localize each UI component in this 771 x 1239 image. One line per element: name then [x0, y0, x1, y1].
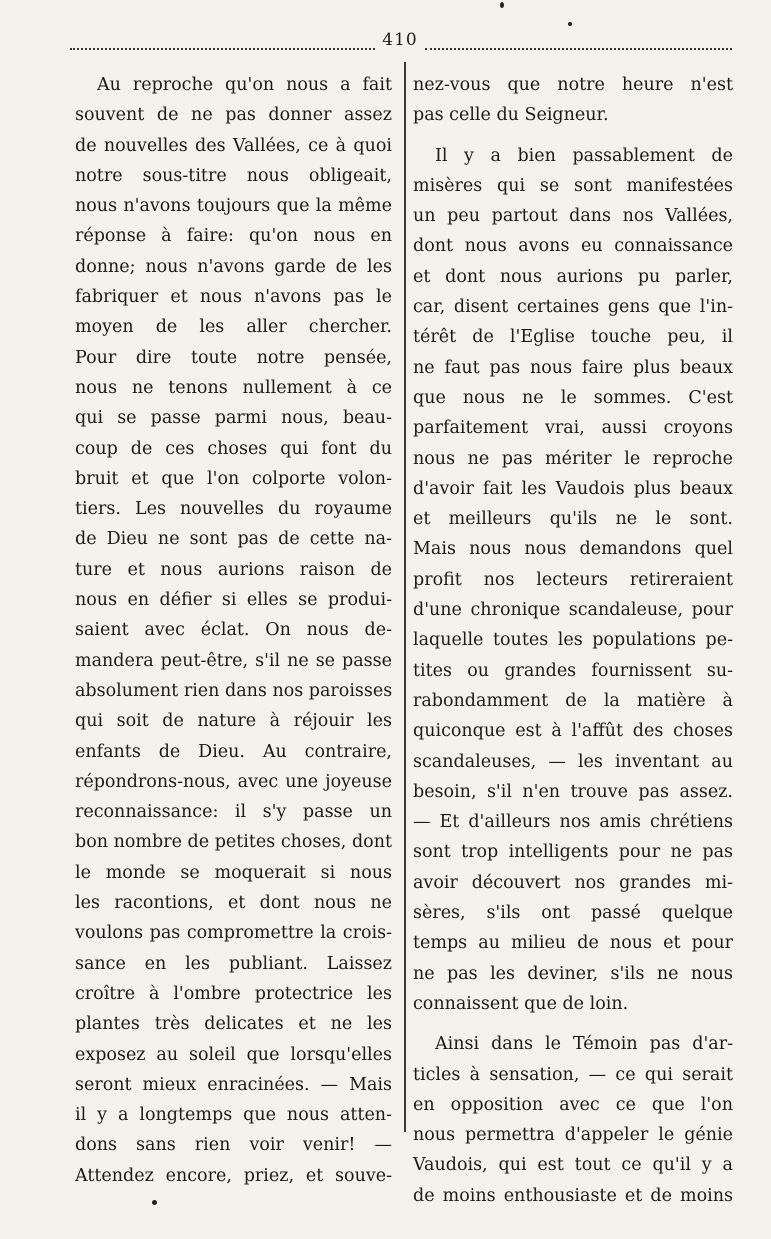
text-line: Il y a bien passablement de: [435, 145, 733, 166]
text-line: et dont nous aurions pu parler,: [413, 266, 733, 287]
text-line: sance en les publiant. Laissez: [75, 953, 392, 974]
text-line: et meilleurs qu'ils ne le sont.: [413, 509, 733, 530]
text-line: ticles à sensation, — ce qui serait: [413, 1064, 733, 1085]
text-line: parfaitement vrai, aussi croyons: [413, 418, 733, 439]
text-line: dons sans rien voir venir! —: [75, 1135, 392, 1156]
text-line: sont trop intelligents pour ne pas: [413, 842, 733, 863]
text-line: ture et nous aurions raison de: [75, 559, 392, 580]
text-line: de Dieu ne sont pas de cette na-: [75, 529, 392, 550]
text-line: mandera peut-être, s'il ne se passe: [75, 650, 392, 671]
text-line: besoin, s'il n'en trouve pas assez.: [413, 781, 733, 802]
text-line: seront mieux enracinées. — Mais: [75, 1074, 392, 1095]
text-line: bruit et que l'on colporte volon-: [75, 468, 392, 489]
page-number: 410: [382, 30, 418, 50]
text-line: nous n'avons toujours que la même: [75, 196, 392, 217]
text-line: qui se passe parmi nous, beau-: [75, 408, 392, 429]
text-line: donne; nous n'avons garde de les: [75, 256, 392, 277]
text-line: temps au milieu de nous et pour: [413, 933, 733, 954]
ink-speck: [500, 2, 504, 8]
text-line: que nous ne le sommes. C'est: [413, 387, 733, 408]
text-line: moyen de les aller chercher.: [75, 317, 392, 338]
text-line: quiconque est à l'affût des choses: [413, 721, 733, 742]
text-line: nez-vous que notre heure n'est: [413, 75, 733, 95]
text-line: reconnaissance: il s'y passe un: [75, 802, 392, 823]
text-line: croître à l'ombre protectrice les: [75, 983, 392, 1004]
paragraph-continuation: [413, 70, 733, 131]
text-line: Pour dire toute notre pensée,: [75, 347, 392, 368]
text-line: térêt de l'Eglise touche peu, il: [413, 327, 733, 348]
text-line: le monde se moquerait si nous: [75, 862, 392, 883]
right-column: [413, 70, 733, 1211]
text-line: de moins enthousiaste et de moins: [413, 1185, 733, 1206]
text-line: ne faut pas nous faire plus beaux: [413, 357, 733, 378]
text-line: rabondamment de la matière à: [413, 690, 733, 711]
page-header: [70, 30, 732, 56]
text-line: fabriquer et nous n'avons pas le: [75, 287, 392, 308]
text-line: Ainsi dans le Témoin pas d'ar-: [435, 1034, 733, 1055]
paragraph-misères: [413, 141, 733, 1020]
text-line: de nouvelles des Vallées, ce à quoi: [75, 135, 392, 156]
text-line: Vaudois, qui est tout ce qu'il y a: [413, 1155, 733, 1176]
text-line: nous ne tenons nullement à ce: [75, 377, 392, 398]
text-line: exposez au soleil que lorsqu'elles: [75, 1044, 392, 1065]
text-line: réponse à faire: qu'on nous en: [75, 226, 392, 247]
text-line: avoir découvert nos grandes mi-: [413, 872, 733, 893]
text-line: tites ou grandes fournissent su-: [413, 660, 733, 681]
text-line: Mais nous nous demandons quel: [413, 539, 733, 560]
text-line: — Et d'ailleurs nos amis chrétiens: [413, 812, 733, 833]
text-line: dont nous avons eu connaissance: [413, 236, 733, 257]
text-line: absolument rien dans nos paroisses: [75, 680, 393, 701]
text-line: répondrons-nous, avec une joyeuse: [75, 771, 392, 792]
text-line: profit nos lecteurs retireraient: [413, 569, 733, 590]
text-line: il y a longtemps que nous atten-: [75, 1105, 392, 1126]
text-line: ne pas les deviner, s'ils ne nous: [413, 963, 733, 984]
text-line: voulons pas compromettre la crois-: [75, 923, 392, 944]
text-line: notre sous-titre nous obligeait,: [75, 165, 392, 186]
text-line: plantes très delicates et ne les: [75, 1014, 392, 1035]
text-line: car, disent certaines gens que l'in-: [413, 297, 733, 318]
text-line: Au reproche qu'on nous a fait: [97, 75, 392, 95]
text-line: souvent de ne pas donner assez: [75, 105, 392, 126]
text-line: d'avoir fait les Vaudois plus beaux: [413, 478, 733, 499]
text-line: pas celle du Seigneur.: [413, 105, 609, 126]
text-line: coup de ces choses qui font du: [75, 438, 392, 459]
text-line: en opposition avec ce que l'on: [413, 1094, 733, 1115]
text-line: scandaleuses, — les inventant au: [413, 751, 733, 772]
column-divider: [404, 62, 406, 1132]
text-line: qui soit de nature à réjouir les: [75, 711, 392, 732]
paragraph-temoin: [413, 1029, 733, 1211]
text-line: nous ne pas mériter le reproche: [413, 448, 733, 469]
left-column: [75, 70, 392, 1191]
text-line: un peu partout dans nos Vallées,: [413, 206, 733, 227]
text-line: nous permettra d'appeler le génie: [413, 1125, 733, 1146]
header-rule-left: [70, 42, 375, 50]
text-line: bon nombre de petites choses, dont: [75, 832, 392, 853]
ink-speck: [568, 22, 572, 26]
header-rule-right: [425, 42, 732, 50]
text-line: les racontions, et dont nous ne: [75, 893, 392, 914]
text-line: saient avec éclat. On nous de-: [75, 620, 392, 641]
text-line: connaissent que de loin.: [413, 993, 629, 1014]
ink-speck: [152, 1200, 157, 1205]
text-line: enfants de Dieu. Au contraire,: [75, 741, 392, 762]
text-line: tiers. Les nouvelles du royaume: [75, 499, 392, 520]
text-line: Attendez encore, priez, et souve-: [75, 1165, 392, 1186]
text-line: misères qui se sont manifestées: [413, 175, 733, 196]
text-line: nous en défier si elles se produi-: [75, 590, 392, 611]
text-line: laquelle toutes les populations pe-: [413, 630, 733, 651]
text-line: sères, s'ils ont passé quelque: [413, 903, 733, 924]
text-line: d'une chronique scandaleuse, pour: [413, 600, 733, 621]
